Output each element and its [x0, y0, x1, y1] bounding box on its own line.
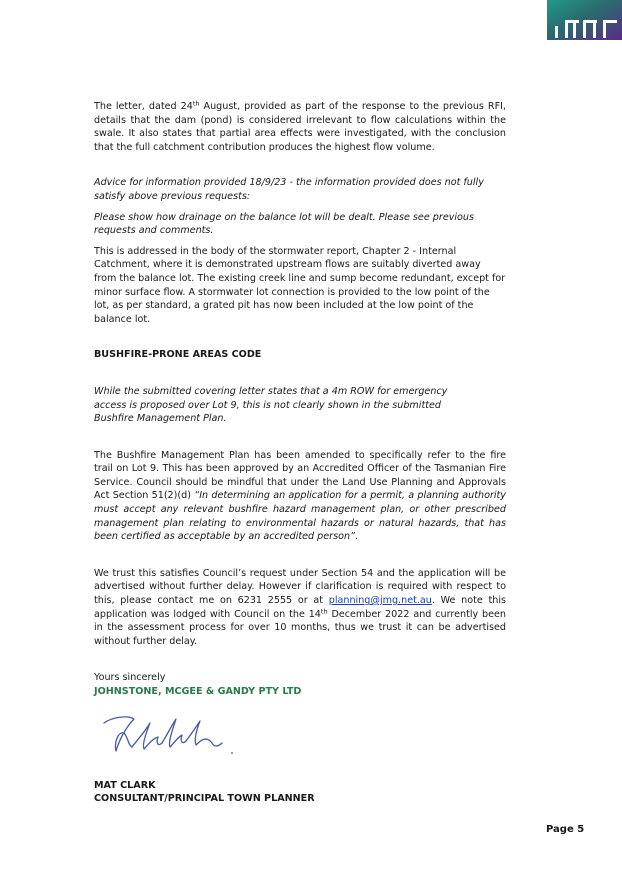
signatory-title: CONSULTANT/PRINCIPAL TOWN PLANNER — [94, 793, 315, 805]
text: . We note this application was lodged with Council on the 14 — [94, 595, 506, 620]
email-link[interactable]: planning@jmg.net.au — [328, 595, 432, 607]
text: . — [355, 531, 359, 543]
company-name: JOHNSTONE, MCGEE & GANDY PTY LTD — [94, 686, 302, 697]
yours-sincerely: Yours sincerely — [94, 672, 166, 684]
page-number: Page 5 — [546, 824, 585, 835]
text: The Bushfire Management Plan has been amended to specifically refer to the fire trail on Lot 9. This has been approved by an Accredited Officer of the Tasmanian Fire Service. Council should be mindful that under the Land Use Planning and Approvals Act Section 51(2)(d) — [94, 449, 506, 502]
text: December 2022 and currently been in the assessment process for over 10 months, thus we trust it can be advertised without further delay. — [94, 608, 506, 647]
superscript: th — [320, 607, 328, 616]
drainage-request: Please show how drainage on the balance lot will be dealt. Please see previous requests and comments. — [94, 211, 475, 237]
signature-image — [98, 713, 248, 763]
letter-body — [94, 100, 506, 806]
text: We trust this satisfies Council’s request under Section 54 and the application will be advertised without further delay. However if clarification is required with respect to this, please contact me on 6231 2555 or at — [94, 567, 506, 607]
closing-paragraph — [94, 567, 506, 649]
superscript: th — [192, 99, 200, 108]
text: The letter, dated 24 — [94, 101, 193, 112]
bushfire-heading: BUSHFIRE-PRONE AREAS CODE — [94, 349, 262, 361]
advice-paragraph: Advice for information provided 18/9/23 - the information provided does not fully satisfy above previous requests: — [94, 177, 484, 202]
jmg-logo — [547, 0, 622, 40]
legislation-quote: “In determining an application for a permit, a planning authority must accept any relevant bushfire hazard management plan, or other prescribed management plan relating to environmental hazards or natural hazards, that has been certified as acceptable by an accredited person” — [94, 490, 506, 543]
bushfire-response — [94, 449, 506, 544]
dam-paragraph — [94, 100, 506, 154]
signatory-name: MAT CLARK — [94, 779, 156, 791]
text: August, provided as part of the response to the previous RFI, details that the dam (pond) is considered irrelevant to flow calculations within the swale. It also states that partial area effects were investigated, with the conclusion that the full catchment contribution produces the highest flow volume. — [94, 101, 506, 153]
internal-catchment-paragraph: This is addressed in the body of the stormwater report, Chapter 2 - Internal Catchment, where it is demonstrated upstream flows are suitably diverted away from the balance lot. The existing creek line and sump become redundant, except for minor surface flow. A stormwater lot connection is provided to the low point of the lot, as per standard, a grated pit has now been included at the low point of the balance lot. — [94, 245, 506, 325]
bushfire-request: While the submitted covering letter states that a 4m ROW for emergency access is proposed over Lot 9, this is not clearly shown in the submitted Bushfire Management Plan. — [94, 385, 448, 425]
